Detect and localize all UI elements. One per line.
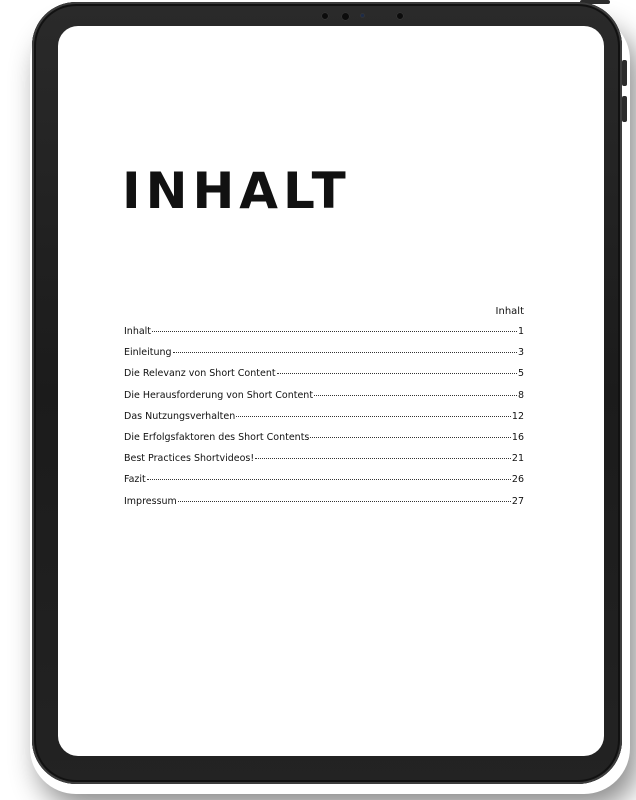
toc-entry-label: Die Relevanz von Short Content: [124, 368, 276, 380]
dot-leader: [147, 479, 511, 480]
toc-entry-page: 1: [517, 326, 524, 337]
toc-entry-page: 12: [511, 410, 524, 422]
dot-leader: [178, 501, 511, 502]
dot-leader: [277, 373, 517, 374]
toc-entry-page: 16: [511, 431, 524, 443]
volume-down-button: [622, 96, 627, 122]
dot-leader: [255, 458, 511, 459]
sensor-icon: [321, 12, 329, 20]
toc-entry[interactable]: [124, 390, 524, 411]
tablet-screen: [58, 26, 604, 756]
front-camera-icon: [341, 12, 350, 21]
dot-leader: [314, 395, 517, 396]
volume-up-button: [622, 60, 627, 86]
toc-entry-label: Fazit: [124, 474, 146, 486]
dot-leader: [236, 416, 511, 417]
toc-entry-label: Impressum: [124, 495, 177, 507]
toc-entry-page: 8: [517, 389, 524, 401]
toc-entry[interactable]: [124, 411, 524, 432]
toc-entry[interactable]: [124, 453, 524, 474]
toc-entry[interactable]: [124, 432, 524, 453]
page-title: INHALT: [122, 162, 351, 220]
toc-entry-page: 3: [517, 347, 524, 359]
toc-entry-label: Die Erfolgsfaktoren des Short Contents: [124, 431, 310, 443]
toc-entry[interactable]: [124, 474, 524, 495]
dot-leader: [310, 437, 511, 438]
toc-entry-label: Inhalt: [124, 326, 152, 337]
toc-entry-page: 26: [511, 474, 524, 486]
toc-entry-label: Einleitung: [124, 347, 172, 359]
toc-entry-page: 21: [511, 453, 524, 465]
toc-entry[interactable]: [124, 496, 524, 517]
toc-entry[interactable]: [124, 368, 524, 389]
toc-entry[interactable]: [124, 326, 524, 347]
sensor-icon: [396, 12, 404, 20]
camera-indicator-icon: [360, 13, 365, 18]
toc-entry-page: 27: [511, 495, 524, 507]
toc-entry-label: Das Nutzungsverhalten: [124, 410, 236, 422]
toc-entry[interactable]: [124, 347, 524, 368]
dot-leader: [152, 331, 517, 332]
toc-heading: Inhalt: [495, 306, 524, 317]
toc-entry-page: 5: [517, 368, 524, 380]
toc-entry-label: Best Practices Shortvideos!: [124, 453, 255, 465]
toc-entry-label: Die Herausforderung von Short Content: [124, 389, 314, 401]
dot-leader: [173, 352, 517, 353]
table-of-contents: [124, 306, 524, 517]
